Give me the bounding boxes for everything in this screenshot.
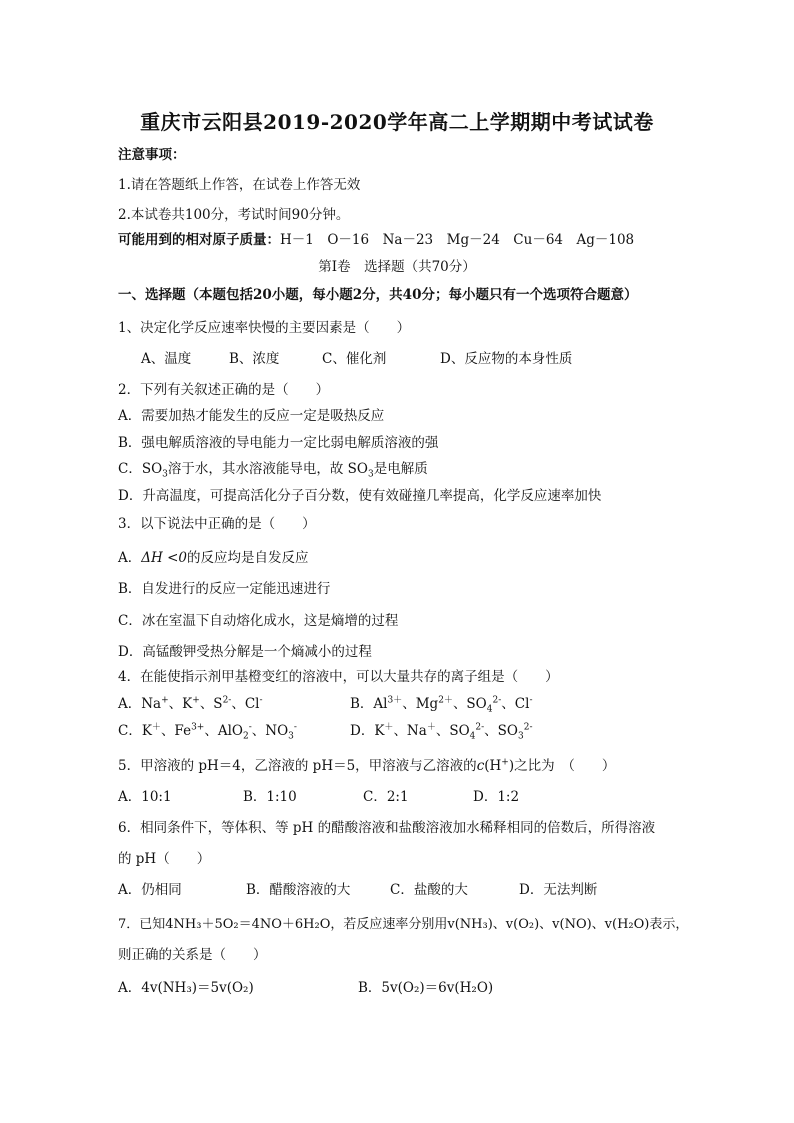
q4-option-b: B．$Al^{3+}$、$Mg^{2+}$、$SO_4^{2-}$、Cl- (350, 695, 533, 715)
note-2: 2.本试卷共100分，考试时间90分钟。 (118, 207, 350, 223)
note-1: 1.请在答题纸上作答，在试卷上作答无效 (118, 177, 361, 193)
q6-option-d: D．无法判断 (519, 882, 598, 898)
q5-option-a: A．10:1 (118, 789, 172, 805)
q4-option-a: A．Na+、K+、$S^{2-}$、Cl- (118, 695, 263, 712)
q6-option-b: B．醋酸溶液的大 (246, 882, 351, 898)
q6-option-a: A．仍相同 (118, 882, 182, 898)
q1-option-b: B、浓度 (229, 351, 280, 367)
atomic-mass-label: 可能用到的相对原子质量： (118, 232, 280, 248)
q7-stem-line1: 7．已知4NH₃＋5O₂＝4NO＋6H₂O，若反应速率分别用v(NH₃)、v(O₂)、v(NO)、v(H₂O)表示， (118, 917, 689, 932)
q2-option-c: C．$SO_3$溶于水，其水溶液能导电，故 $SO_3$是电解质 (118, 461, 428, 480)
q2-option-d: D．升高温度，可提高活化分子百分数，使有效碰撞几率提高，化学反应速率加快 (118, 488, 602, 504)
q7-stem-line2: 则正确的关系是（ ） (118, 947, 267, 963)
q5-option-c: C．2:1 (363, 789, 409, 805)
exam-title: 重庆市云阳县2019-2020学年高二上学期期中考试试卷 (140, 110, 654, 134)
q4-stem: 4．在能使指示剂甲基橙变红的溶液中，可以大量共存的离子组是（ ） (118, 669, 559, 685)
q1-option-c: C、催化剂 (322, 351, 387, 367)
q3-option-c: C．冰在室温下自动熔化成水，这是熵增的过程 (118, 613, 399, 629)
q5-stem: 5．甲溶液的 pH＝4，乙溶液的 pH＝5，甲溶液与乙溶液的c(H+)之比为 （ ） (118, 757, 616, 774)
q6-option-c: C．盐酸的大 (390, 882, 468, 898)
atomic-mass-line (118, 231, 634, 249)
atomic-mass-values: H－1 O－16 Na－23 Mg－24 Cu－64 Ag－108 (280, 232, 635, 248)
q3-stem: 3．以下说法中正确的是（ ） (118, 516, 316, 532)
delta-h-expression: ΔH <0 (141, 550, 187, 566)
q7-option-a: A．4v(NH₃)＝5v(O₂) (118, 980, 254, 996)
q3-option-d: D．高锰酸钾受热分解是一个熵减小的过程 (118, 644, 372, 660)
q6-stem-line2: 的 pH（ ） (118, 851, 211, 867)
q7-option-b: B．5v(O₂)＝6v(H₂O) (358, 980, 494, 996)
q4-option-c: C．K＋、$Fe^{3+}$、AlO$_2$-、$NO_3^-$ (118, 722, 297, 742)
q3-option-a: A．ΔH <0的反应均是自发反应 (118, 550, 309, 566)
q2-option-b: B．强电解质溶液的导电能力一定比弱电解质溶液的强 (118, 435, 439, 451)
q2-option-a: A．需要加热才能发生的反应一定是吸热反应 (118, 408, 385, 424)
q1-option-a: A、温度 (141, 351, 192, 367)
q6-stem-line1: 6．相同条件下，等体积、等 pH 的醋酸溶液和盐酸溶液加水稀释相同的倍数后，所得溶液 (118, 820, 656, 836)
notes-heading: 注意事项： (118, 147, 186, 163)
q2-stem: 2．下列有关叙述正确的是（ ） (118, 382, 330, 398)
section1-header: 一、选择题（本题包括20小题，每小题2分，共40分；每小题只有一个选项符合题意） (118, 287, 638, 303)
q3-option-b: B．自发进行的反应一定能迅速进行 (118, 581, 331, 597)
q1-option-d: D、反应物的本身性质 (440, 351, 573, 367)
q4-option-d: D．K＋、Na＋、$SO_4^{2-}$、$SO_3^{2-}$ (350, 722, 533, 742)
q5-option-b: B．1:10 (243, 789, 297, 805)
q5-option-d: D．1:2 (473, 789, 520, 805)
part1-title: 第Ⅰ卷 选择题（共70分） (318, 259, 476, 275)
q1-stem: 1、决定化学反应速率快慢的主要因素是（ ） (118, 320, 411, 336)
